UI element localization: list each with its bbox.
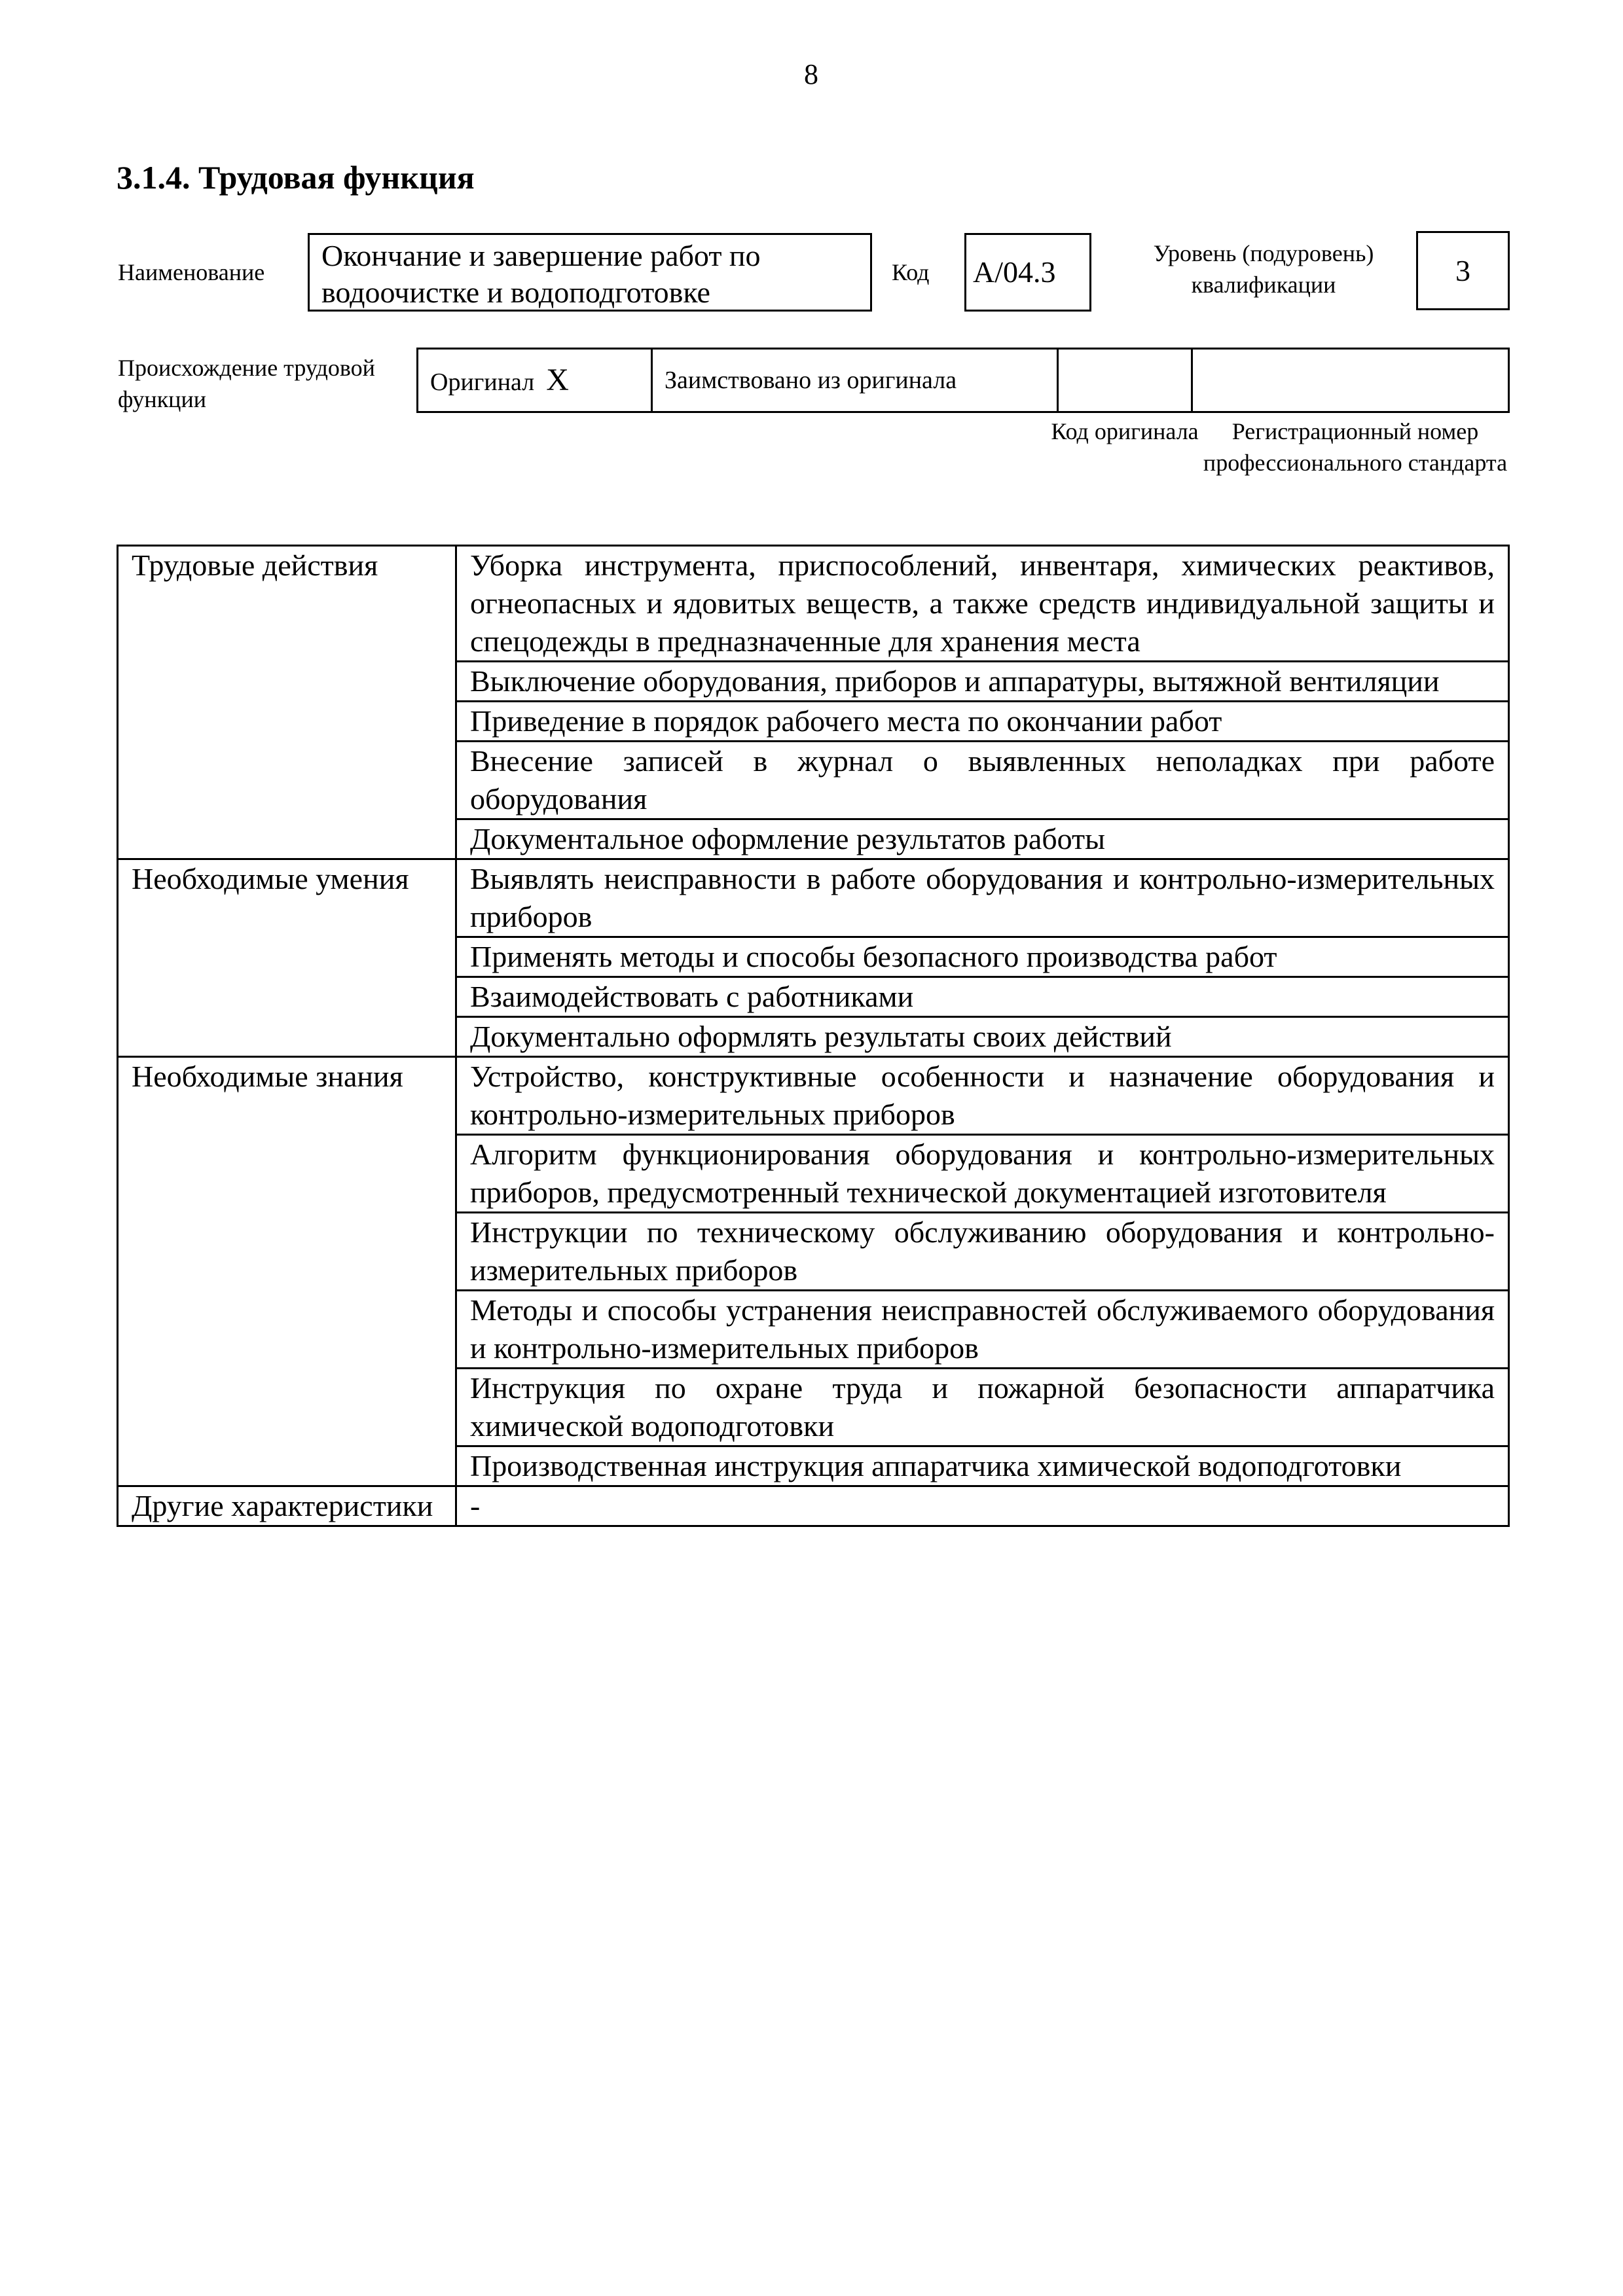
name-label: Наименование: [118, 259, 265, 285]
category-cell: Другие характеристики: [118, 1486, 456, 1526]
level-value: 3: [1455, 254, 1470, 287]
origin-code-caption: Код оригинала: [1051, 418, 1199, 444]
item-cell: Документальное оформление результатов работы: [456, 819, 1509, 859]
code-value-box: [964, 233, 1091, 312]
origin-reg-number-cell: [1193, 350, 1508, 411]
item-cell: Устройство, конструктивные особенности и назначение оборудования и контрольно-измерительных приборов: [456, 1057, 1509, 1135]
category-cell: Необходимые умения: [118, 859, 456, 1057]
code-label: Код: [892, 259, 930, 285]
item-cell: Документально оформлять результаты своих действий: [456, 1017, 1509, 1057]
labor-function-table: [117, 545, 1510, 1527]
origin-label: Происхождение трудовой функции: [118, 355, 375, 412]
item-cell: Инструкция по охране труда и пожарной безопасности аппаратчика химической водоподготовки: [456, 1369, 1509, 1446]
item-cell: Производственная инструкция аппаратчика химической водоподготовки: [456, 1446, 1509, 1486]
level-value-box: [1416, 231, 1510, 310]
item-cell: Выявлять неисправности в работе оборудования и контрольно-измерительных приборов: [456, 859, 1509, 937]
item-cell: Методы и способы устранения неисправностей обслуживаемого оборудования и контрольно-измерительных приборов: [456, 1291, 1509, 1369]
origin-reg-caption: Регистрационный номер профессионального стандарта: [1203, 418, 1508, 476]
level-label: Уровень (подуровень) квалификации: [1153, 240, 1374, 298]
origin-row: [416, 348, 1510, 413]
item-cell: Алгоритм функционирования оборудования и контрольно-измерительных приборов, предусмотренный технической документацией изготовителя: [456, 1135, 1509, 1213]
page-number: 8: [804, 58, 818, 90]
section-title: 3.1.4. Трудовая функция: [117, 159, 475, 196]
table-row: [118, 859, 1509, 937]
item-cell: Взаимодействовать с работниками: [456, 977, 1509, 1017]
item-cell: Приведение в порядок рабочего места по окончании работ: [456, 702, 1509, 742]
item-cell: Внесение записей в журнал о выявленных неполадках при работе оборудования: [456, 742, 1509, 819]
item-cell: Выключение оборудования, приборов и аппаратуры, вытяжной вентиляции: [456, 662, 1509, 702]
origin-code-cell: [1059, 350, 1193, 411]
item-cell: Инструкции по техническому обслуживанию оборудования и контрольно-измерительных приборов: [456, 1213, 1509, 1291]
origin-original-mark: X: [546, 363, 569, 397]
origin-borrowed-label: Заимствовано из оригинала: [653, 350, 1059, 411]
code-value: A/04.3: [973, 255, 1056, 289]
table-row: [118, 1057, 1509, 1135]
category-cell: Трудовые действия: [118, 546, 456, 859]
item-cell: Уборка инструмента, приспособлений, инвентаря, химических реактивов, огнеопасных и ядовитых веществ, а также средств индивидуальной защиты и спецодежды в предназначенные для хранения места: [456, 546, 1509, 662]
table-row: [118, 1486, 1509, 1526]
origin-original-label: Оригинал: [430, 368, 535, 396]
item-cell: -: [456, 1486, 1509, 1526]
item-cell: Применять методы и способы безопасного производства работ: [456, 937, 1509, 977]
name-value: Окончание и завершение работ по водоочистке и водоподготовке: [321, 239, 761, 309]
name-value-box: [308, 233, 872, 312]
category-cell: Необходимые знания: [118, 1057, 456, 1486]
table-row: [118, 546, 1509, 662]
origin-original-cell: [418, 350, 653, 411]
